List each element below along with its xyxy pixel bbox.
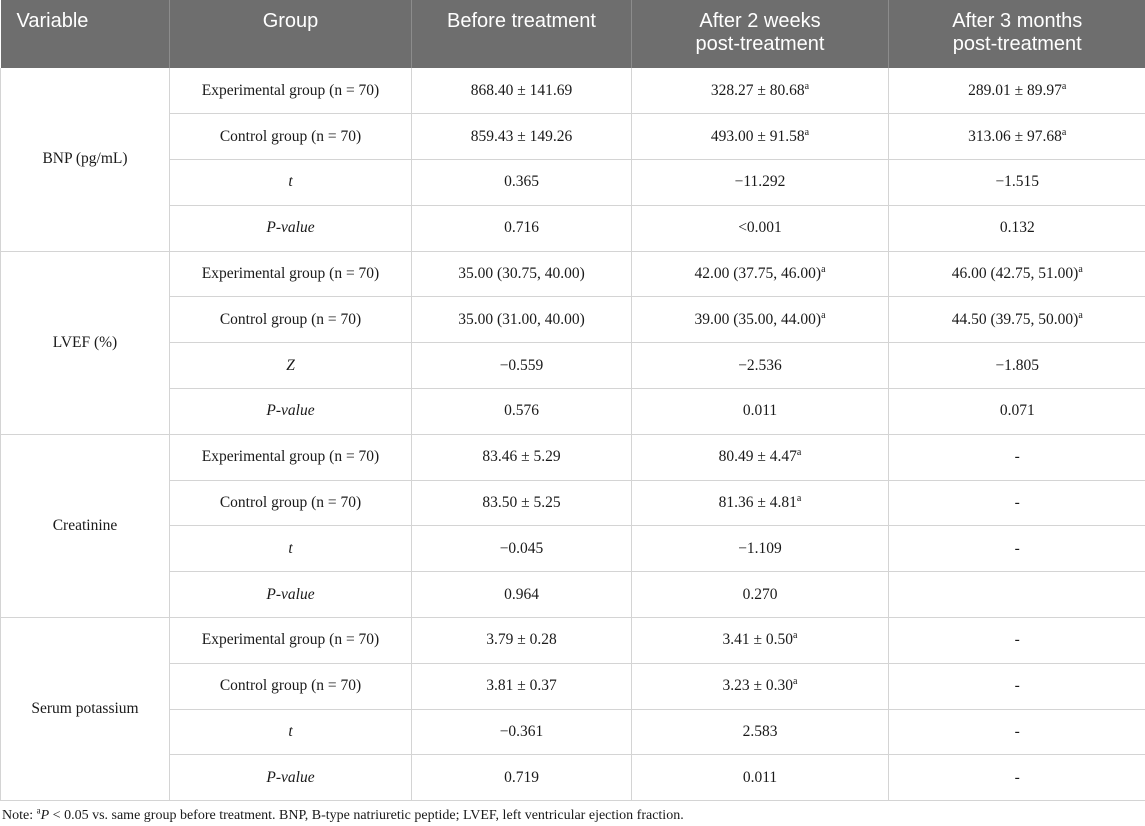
month3-cell [889, 618, 1145, 664]
table-row [1, 480, 1145, 526]
month3-cell [889, 68, 1145, 114]
group-cell: Experimental group (n = 70) [170, 618, 412, 664]
month3-cell [889, 480, 1145, 526]
month3-cell [889, 343, 1145, 389]
significance-marker: a [793, 630, 798, 642]
group-cell: Experimental group (n = 70) [170, 434, 412, 480]
week2-cell-value: 3.23 ± 0.30 [722, 677, 794, 695]
week2-cell-value: 80.49 ± 4.47 [718, 448, 797, 466]
week2-cell-value: 81.36 ± 4.81 [718, 494, 797, 512]
header-before-line: Before treatment [447, 10, 596, 32]
variable-cell: Serum potassium [1, 618, 170, 801]
note-text: < 0.05 vs. same group before treatment. BNP, B-type natriuretic peptide; LVEF, left ventricular ejection fraction. [49, 808, 684, 823]
week2-cell [632, 205, 889, 251]
group-cell: t [170, 526, 412, 572]
header-month3-line: post-treatment [952, 33, 1082, 55]
note-prefix: Note: [2, 808, 37, 823]
week2-cell [632, 389, 889, 435]
month3-cell-value: - [1014, 448, 1020, 466]
table-row [1, 343, 1145, 389]
table-row [1, 618, 1145, 664]
week2-cell-value: 493.00 ± 91.58 [710, 127, 805, 145]
month3-cell-value: 289.01 ± 89.97 [968, 81, 1062, 99]
group-cell: Experimental group (n = 70) [170, 68, 412, 114]
month3-cell [889, 297, 1145, 343]
week2-cell [632, 251, 889, 297]
table-note [0, 807, 684, 825]
header-before [412, 0, 632, 68]
table-header [1, 0, 1145, 68]
week2-cell-value: <0.001 [738, 219, 782, 237]
before-treatment-cell: 868.40 ± 141.69 [412, 68, 632, 114]
header-week2-line: After 2 weeks [699, 10, 821, 32]
month3-cell [889, 205, 1145, 251]
table-row [1, 68, 1145, 114]
group-cell: P-value [170, 389, 412, 435]
table-row [1, 297, 1145, 343]
week2-cell [632, 297, 889, 343]
before-treatment-cell: 0.365 [412, 160, 632, 206]
month3-cell-value: 44.50 (39.75, 50.00) [951, 310, 1079, 328]
significance-marker: a [1078, 309, 1083, 321]
header-row [1, 0, 1145, 68]
month3-cell-value: 46.00 (42.75, 51.00) [951, 265, 1079, 283]
before-treatment-cell: −0.559 [412, 343, 632, 389]
table-row [1, 663, 1145, 709]
table-row [1, 205, 1145, 251]
note-superscript: a [36, 805, 41, 816]
group-cell: t [170, 160, 412, 206]
significance-marker: a [804, 80, 810, 92]
group-cell: Control group (n = 70) [170, 663, 412, 709]
month3-cell [889, 572, 1145, 618]
significance-marker: a [1078, 263, 1083, 275]
table-row [1, 572, 1145, 618]
month3-cell-value: −1.805 [995, 356, 1040, 374]
week2-cell [632, 160, 889, 206]
week2-cell [632, 526, 889, 572]
table-row [1, 114, 1145, 160]
variable-cell: LVEF (%) [1, 251, 170, 434]
month3-cell-value: - [1014, 723, 1020, 741]
month3-cell [889, 526, 1145, 572]
group-cell: P-value [170, 205, 412, 251]
significance-marker: a [821, 263, 826, 275]
group-cell: Control group (n = 70) [170, 480, 412, 526]
table-row [1, 755, 1145, 801]
month3-cell-value: 0.071 [999, 402, 1035, 420]
before-treatment-cell: 0.964 [412, 572, 632, 618]
significance-marker: a [796, 492, 802, 504]
before-treatment-cell: 0.719 [412, 755, 632, 801]
significance-marker: a [793, 676, 798, 688]
week2-cell [632, 755, 889, 801]
before-treatment-cell: 83.50 ± 5.25 [412, 480, 632, 526]
week2-cell-value: −11.292 [734, 173, 786, 191]
table-row [1, 434, 1145, 480]
month3-cell [889, 755, 1145, 801]
week2-cell-value: 0.011 [742, 402, 778, 420]
group-cell: Control group (n = 70) [170, 114, 412, 160]
table-row [1, 526, 1145, 572]
week2-cell-value: −2.536 [738, 356, 782, 374]
week2-cell-value: −1.109 [738, 539, 782, 557]
group-cell: t [170, 709, 412, 755]
week2-cell [632, 480, 889, 526]
table-row [1, 251, 1145, 297]
month3-cell [889, 709, 1145, 755]
significance-marker: a [1061, 80, 1067, 92]
month3-cell [889, 160, 1145, 206]
header-week2 [632, 0, 889, 68]
month3-cell [889, 114, 1145, 160]
group-cell: P-value [170, 755, 412, 801]
month3-cell-value: - [1014, 677, 1020, 695]
week2-cell-value: 2.583 [742, 723, 778, 741]
table-body [1, 68, 1145, 801]
week2-cell-value: 328.27 ± 80.68 [710, 81, 805, 99]
week2-cell-value: 3.41 ± 0.50 [722, 631, 794, 649]
header-month3-line: After 3 months [952, 10, 1083, 32]
before-treatment-cell: 0.576 [412, 389, 632, 435]
group-cell: P-value [170, 572, 412, 618]
week2-cell [632, 572, 889, 618]
month3-cell-value: - [1014, 768, 1020, 786]
week2-cell-value: 0.270 [742, 585, 778, 603]
week2-cell-value: 0.011 [742, 768, 778, 786]
variable-cell: Creatinine [1, 434, 170, 617]
week2-cell [632, 114, 889, 160]
table-row [1, 709, 1145, 755]
month3-cell [889, 434, 1145, 480]
before-treatment-cell: 83.46 ± 5.29 [412, 434, 632, 480]
note-p-symbol: P [40, 808, 50, 823]
month3-cell [889, 251, 1145, 297]
month3-cell-value: −1.515 [995, 173, 1040, 191]
week2-cell [632, 709, 889, 755]
group-cell: Z [170, 343, 412, 389]
header-group [170, 0, 412, 68]
week2-cell [632, 343, 889, 389]
week2-cell [632, 618, 889, 664]
table-row [1, 389, 1145, 435]
header-week2-line: post-treatment [695, 33, 825, 55]
before-treatment-cell: 859.43 ± 149.26 [412, 114, 632, 160]
week2-cell [632, 663, 889, 709]
month3-cell [889, 663, 1145, 709]
significance-marker: a [804, 126, 810, 138]
variable-cell: BNP (pg/mL) [1, 68, 170, 251]
month3-cell-value: 0.132 [999, 219, 1035, 237]
group-cell: Control group (n = 70) [170, 297, 412, 343]
week2-cell-value: 42.00 (37.75, 46.00) [694, 265, 822, 283]
before-treatment-cell: 3.79 ± 0.28 [412, 618, 632, 664]
before-treatment-cell: −0.045 [412, 526, 632, 572]
month3-cell-value: - [1014, 494, 1020, 512]
header-month3 [889, 0, 1145, 68]
before-treatment-cell: 35.00 (30.75, 40.00) [412, 251, 632, 297]
month3-cell-value: - [1014, 539, 1020, 557]
significance-marker: a [821, 309, 826, 321]
month3-cell-value: - [1014, 631, 1020, 649]
month3-cell [889, 389, 1145, 435]
month3-cell-value: 313.06 ± 97.68 [968, 127, 1062, 145]
before-treatment-cell: 35.00 (31.00, 40.00) [412, 297, 632, 343]
header-group-line: Group [262, 10, 319, 32]
header-variable [1, 0, 170, 68]
week2-cell [632, 68, 889, 114]
before-treatment-cell: −0.361 [412, 709, 632, 755]
header-variable-line: Variable [16, 10, 89, 32]
before-treatment-cell: 0.716 [412, 205, 632, 251]
table-row [1, 160, 1145, 206]
week2-cell-value: 39.00 (35.00, 44.00) [694, 310, 822, 328]
week2-cell [632, 434, 889, 480]
group-cell: Experimental group (n = 70) [170, 251, 412, 297]
significance-marker: a [796, 447, 802, 459]
before-treatment-cell: 3.81 ± 0.37 [412, 663, 632, 709]
significance-marker: a [1061, 126, 1067, 138]
